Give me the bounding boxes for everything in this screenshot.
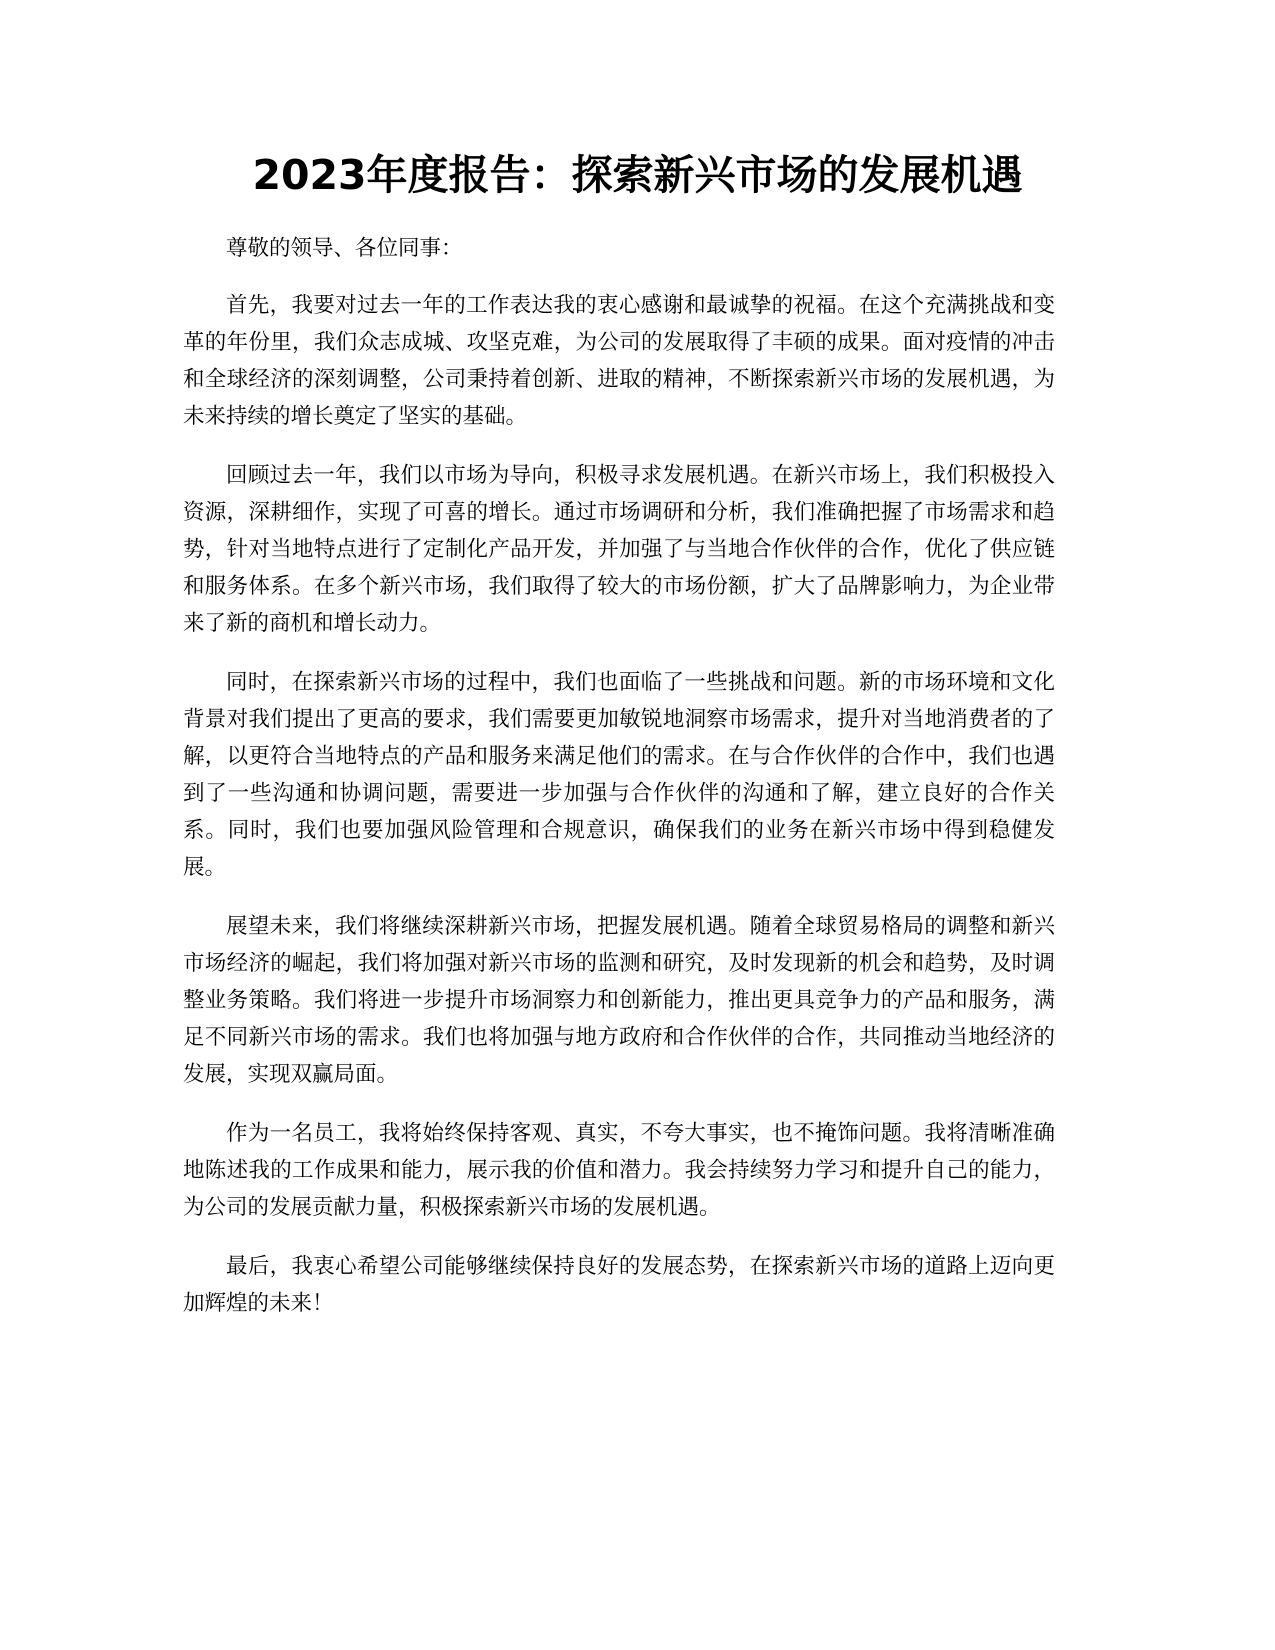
greeting-line: 尊敬的领导、各位同事： <box>226 236 463 261</box>
paragraph-review: 回顾过去一年，我们以市场为导向，积极寻求发展机遇。在新兴市场上，我们积极投入资源，深耕细作，实现了可喜的增长。通过市场调研和分析，我们准确把握了市场需求和趋势，针对当地特点进行了定制化产品开发，并加强了与当地合作伙伴的合作，优化了供应链和服务体系。在多个新兴市场，我们取得了较大的市场份额，扩大了品牌影响力，为企业带来了新的商机和增长动力。 <box>183 463 1055 636</box>
paragraph-closing: 最后，我衷心希望公司能够继续保持良好的发展态势，在探索新兴市场的道路上迈向更加辉煌的未来！ <box>183 1254 1055 1316</box>
document-title: 2023年度报告：探索新兴市场的发展机遇 <box>252 151 1023 199</box>
paragraph-challenges: 同时，在探索新兴市场的过程中，我们也面临了一些挑战和问题。新的市场环境和文化背景对我们提出了更高的要求，我们需要更加敏锐地洞察市场需求，提升对当地消费者的了解，以更符合当地特点的产品和服务来满足他们的需求。在与合作伙伴的合作中，我们也遇到了一些沟通和协调问题，需要进一步加强与合作伙伴的沟通和了解，建立良好的合作关系。同时，我们也要加强风险管理和合规意识，确保我们的业务在新兴市场中得到稳健发展。 <box>183 670 1055 880</box>
paragraph-commitment: 作为一名员工，我将始终保持客观、真实，不夸大事实，也不掩饰问题。我将清晰准确地陈述我的工作成果和能力，展示我的价值和潜力。我会持续努力学习和提升自己的能力，为公司的发展贡献力量，积极探索新兴市场的发展机遇。 <box>183 1121 1055 1220</box>
document-body <box>183 230 1055 1344</box>
paragraph-intro: 首先，我要对过去一年的工作表达我的衷心感谢和最诚挚的祝福。在这个充满挑战和变革的年份里，我们众志成城、攻坚克难，为公司的发展取得了丰硕的成果。面对疫情的冲击和全球经济的深刻调整，公司秉持着创新、进取的精神，不断探索新兴市场的发展机遇，为未来持续的增长奠定了坚实的基础。 <box>183 293 1055 429</box>
paragraph-outlook: 展望未来，我们将继续深耕新兴市场，把握发展机遇。随着全球贸易格局的调整和新兴市场经济的崛起，我们将加强对新兴市场的监测和研究，及时发现新的机会和趋势，及时调整业务策略。我们将进一步提升市场洞察力和创新能力，推出更具竞争力的产品和服务，满足不同新兴市场的需求。我们也将加强与地方政府和合作伙伴的合作，共同推动当地经济的发展，实现双赢局面。 <box>183 914 1055 1087</box>
